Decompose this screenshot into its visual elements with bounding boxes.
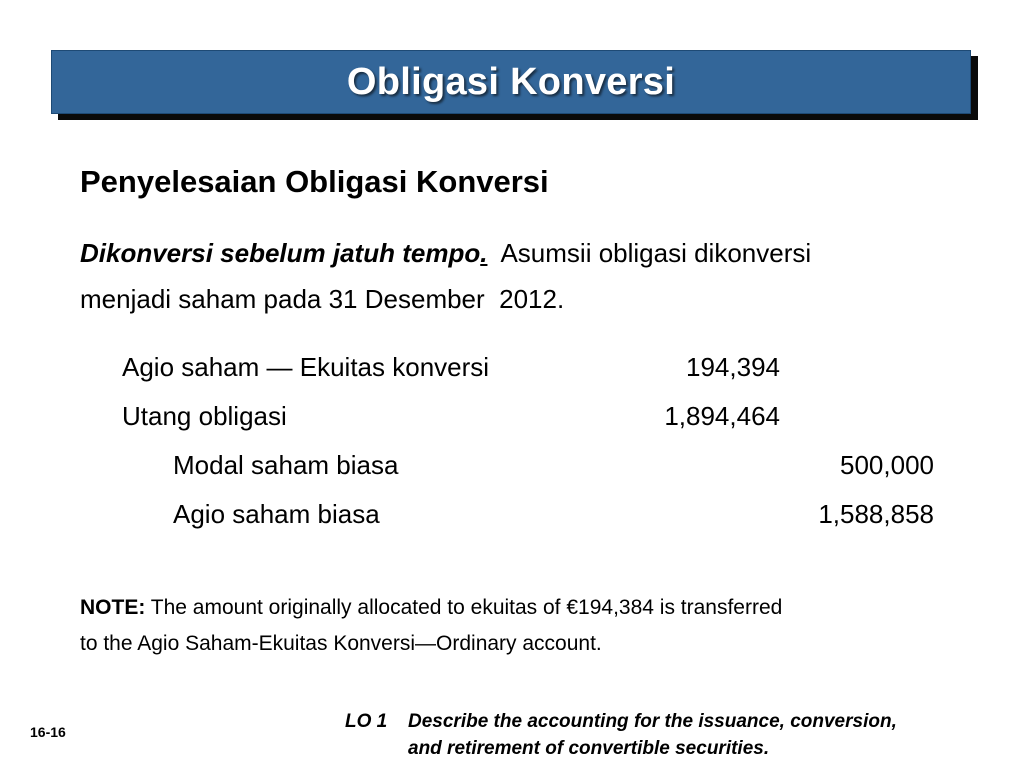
journal-row [0,401,1024,450]
debit-account: Agio saham — Ekuitas konversi [122,352,490,382]
lo-line-1: Describe the accounting for the issuance, conversion, [408,711,897,732]
note-paragraph [80,590,960,662]
journal-row [0,450,1024,499]
debit-amount: 1,894,464 [664,401,780,431]
intro-emphasis: Dikonversi sebelum jatuh tempo [80,238,481,268]
slide-number: 16-16 [30,724,66,740]
learning-objective [345,708,897,762]
title-bar [51,50,971,114]
intro-line-2: menjadi saham pada 31 Desember 2012. [80,284,565,314]
lo-code: LO 1 [345,711,388,732]
note-line-2: to the Agio Saham-Ekuitas Konversi—Ordinary account. [80,632,602,655]
credit-amount: 500,000 [840,450,934,480]
lo-line-2: and retirement of convertible securities. [408,738,770,759]
section-heading: Penyelesaian Obligasi Konversi [80,164,549,199]
journal-entry [0,352,1024,548]
credit-amount: 1,588,858 [818,499,934,529]
credit-account: Agio saham biasa [173,499,380,529]
note-line-1-text: The amount originally allocated to ekuitas of €194,384 is transferred [145,596,783,619]
debit-account: Utang obligasi [122,401,287,431]
intro-line-1 [80,230,980,276]
debit-amount: 194,394 [686,352,780,382]
intro-line-1-rest: Asumsii obligasi dikonversi [487,238,812,268]
intro-emphasis-period: . [480,238,488,268]
slide-title: Obligasi Konversi [346,60,676,103]
lo-text [408,708,897,762]
journal-row [0,499,1024,548]
note-line-1 [80,590,960,626]
note-label: NOTE: [80,596,146,619]
intro-paragraph [80,230,980,322]
journal-row [0,352,1024,401]
credit-account: Modal saham biasa [173,450,399,480]
